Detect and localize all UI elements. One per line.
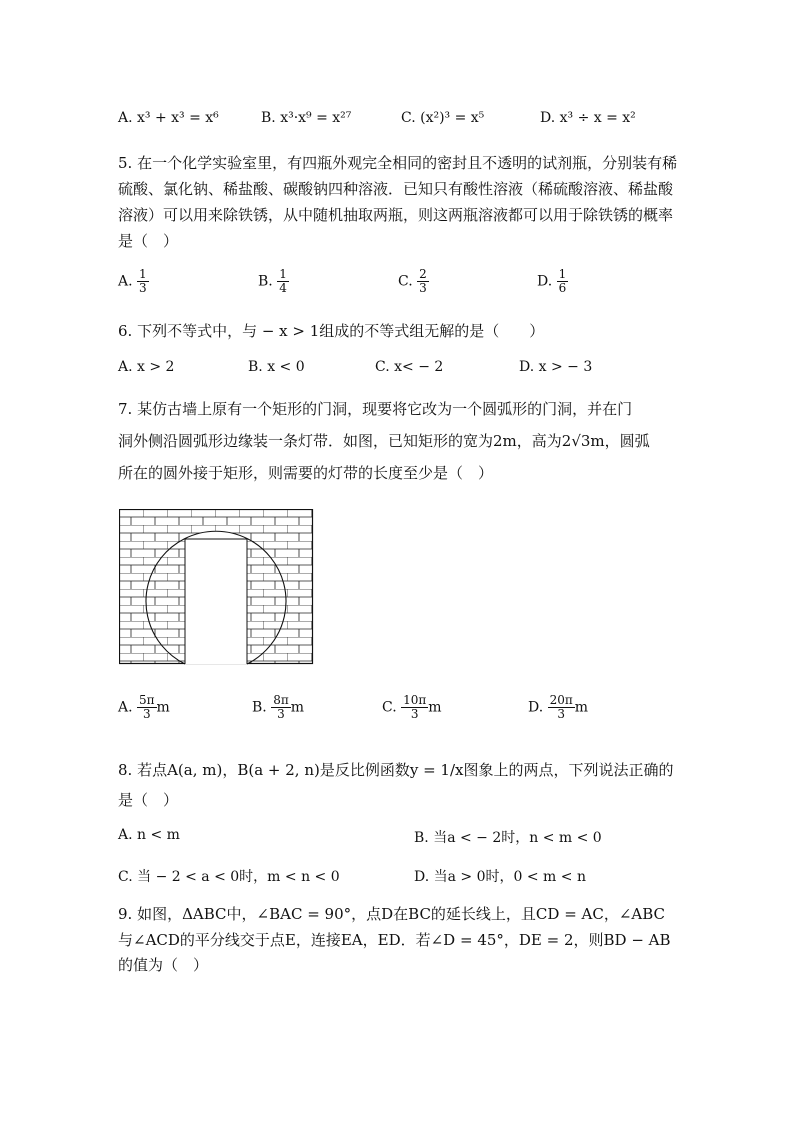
q5-option-b: B. $\frac{1}{4}$: [258, 267, 287, 295]
q4-option-c: C. (x²)³ = x⁵: [401, 110, 485, 126]
q7-option-c: C. $\frac{10\pi}{3}$ m: [382, 693, 442, 721]
q7-wall-figure: [119, 509, 314, 669]
q4-option-b: B. x³·x⁹ = x²⁷: [261, 110, 352, 126]
q8-option-b: B. 当a < − 2时，n < m < 0: [414, 830, 602, 846]
q6-stem: 6. 下列不等式中，与 − x > 1组成的不等式组无解的是（ ）: [118, 322, 545, 340]
q6-option-a: A. x > 2: [118, 359, 175, 375]
q5-option-c: C. $\frac{2}{3}$: [398, 267, 427, 295]
q9-line-2: 与∠ACD的平分线交于点E，连接EA，ED．若∠D = 45°，DE = 2，则BD − AB: [118, 931, 671, 949]
q7-option-a: A. $\frac{5\pi}{3}$ m: [118, 693, 170, 721]
q7-line-3: 所在的圆外接于矩形，则需要的灯带的长度至少是（ ）: [118, 464, 494, 482]
q7-line-1: 7. 某仿古墙上原有一个矩形的门洞，现要将它改为一个圆弧形的门洞，并在门: [118, 400, 633, 418]
q5-option-d: D. $\frac{1}{6}$: [537, 267, 567, 295]
q8-option-d: D. 当a > 0时，0 < m < n: [414, 869, 586, 885]
q8-option-c: C. 当 − 2 < a < 0时，m < n < 0: [118, 869, 340, 885]
q5-option-a: A. $\frac{1}{3}$: [118, 267, 147, 295]
q9-line-1: 9. 如图，ΔABC中，∠BAC = 90°，点D在BC的延长线上，且CD = AC，∠ABC: [118, 905, 666, 923]
q6-option-b: B. x < 0: [248, 359, 305, 375]
q7-option-b: B. $\frac{8\pi}{3}$ m: [252, 693, 305, 721]
q6-option-c: C. x< − 2: [375, 359, 444, 375]
q4-option-d: D. x³ ÷ x = x²: [540, 110, 636, 126]
q5-stem: 5. 在一个化学实验室里，有四瓶外观完全相同的密封且不透明的试剂瓶，分别装有稀硫酸、氯化钠、稀盐酸、碳酸钠四种溶液．已知只有酸性溶液（稀硫酸溶液、稀盐酸溶液）可以用来除铁锈，从中随机抽取两瓶，则这两瓶溶液都可以用于除铁锈的概率是（ ）: [118, 154, 678, 250]
q7-option-d: D. $\frac{20\pi}{3}$ m: [528, 693, 589, 721]
q7-line-2: 洞外侧沿圆弧形边缘装一条灯带．如图，已知矩形的宽为2m，高为2√3m，圆弧: [118, 432, 650, 450]
q4-option-a: A. x³ + x³ = x⁶: [118, 110, 219, 126]
brick-wall-diagram: [119, 509, 314, 665]
q8-option-a: A. n < m: [118, 827, 180, 843]
q6-option-d: D. x > − 3: [519, 359, 593, 375]
q8-line-2: 是（ ）: [118, 791, 179, 809]
q9-line-3: 的值为（ ）: [118, 956, 209, 974]
q8-line-1: 8. 若点A(a, m)，B(a + 2, n)是反比例函数y = 1/x图象上的两点，下列说法正确的: [118, 761, 674, 779]
